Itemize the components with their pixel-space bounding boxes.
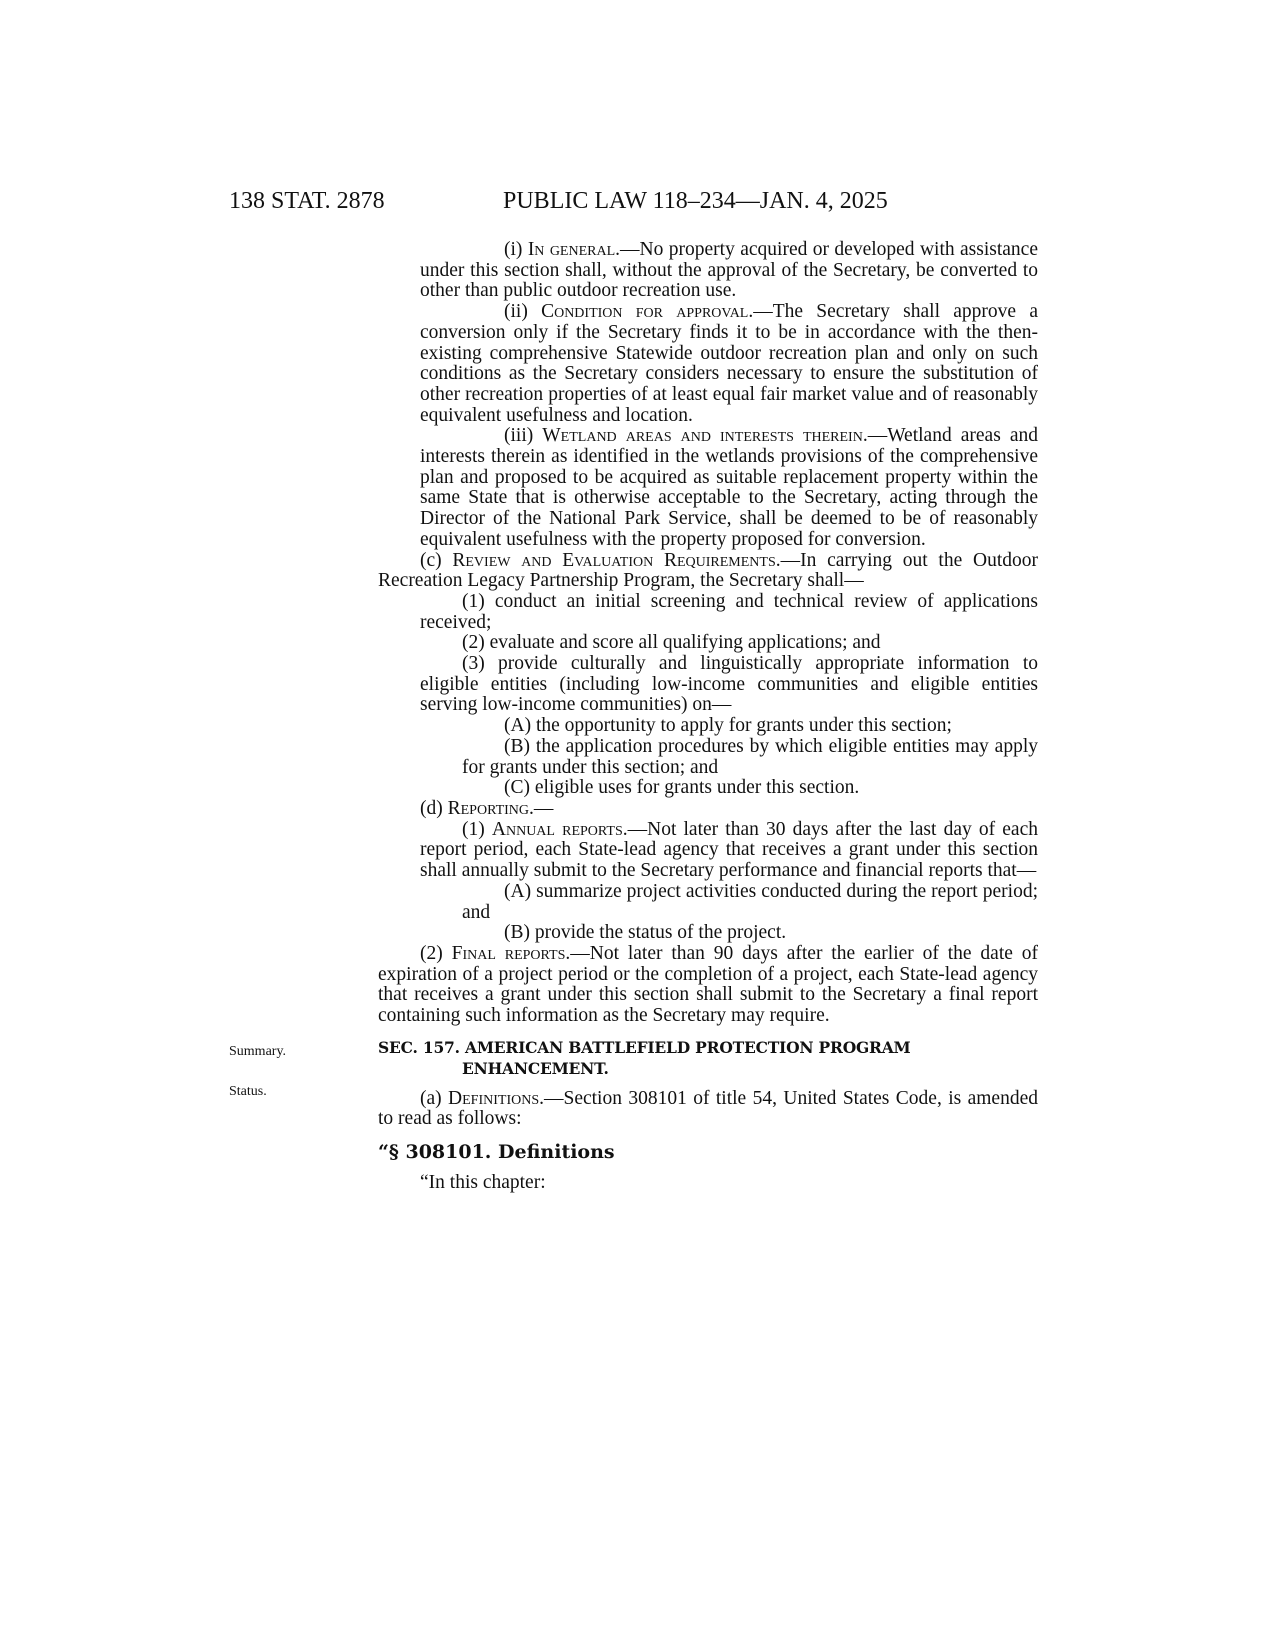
paragraph-ii-condition-for-approval: (ii) Condition for approval.—The Secretary shall approve a conversion only if the Secretary finds it to be in accordance with the then-existing comprehensive Statewide outdoor recreation plan and only on such conditions as the Secretary considers necessary to ensure the substitution of other recreation properties of at least equal fair market value and of reasonably equivalent usefulness and location. bbox=[420, 301, 1038, 426]
paragraph-c-3-a: (A) the opportunity to apply for grants under this section; bbox=[504, 715, 952, 737]
page-stat-citation: 138 STAT. 2878 bbox=[229, 188, 385, 214]
paragraph-d-reporting: (d) Reporting.— bbox=[420, 797, 554, 819]
paragraph-i-in-general: (i) In general.—No property acquired or developed with assistance under this section shall, without the approval of the Secretary, be converted to other than public outdoor recreation use. bbox=[420, 239, 1038, 302]
paragraph-d-1-a: (A) summarize project activities conducted during the report period; and bbox=[462, 880, 1038, 923]
margin-note-summary: Summary. bbox=[229, 1044, 287, 1059]
paragraph-d-2-final-reports: (2) Final reports.—Not later than 90 days after the earlier of the date of expiration of a project period or the completion of a project, each State-lead agency that receives a grant under this section shall submit to the Secretary a final report containing such information as the Secretary may require. bbox=[378, 942, 1038, 1027]
paragraph-c-3: (3) provide culturally and linguistically appropriate information to eligible entities (including low-income communities and eligible entities serving low-income communities) on— bbox=[420, 653, 1038, 716]
page-law-header: PUBLIC LAW 118–234—JAN. 4, 2025 bbox=[503, 188, 888, 214]
margin-note-status: Status. bbox=[229, 1084, 267, 1099]
paragraph-c-3-b: (B) the application procedures by which eligible entities may apply for grants under this section; and bbox=[462, 735, 1038, 778]
paragraph-c-3-c: (C) eligible uses for grants under this section. bbox=[504, 777, 860, 799]
paragraph-c-1: (1) conduct an initial screening and technical review of applications received; bbox=[420, 590, 1038, 633]
paragraph-c-review-requirements: (c) Review and Evaluation Requirements.—In carrying out the Outdoor Recreation Legacy Partnership Program, the Secretary shall— bbox=[378, 549, 1038, 592]
paragraph-d-1-b: (B) provide the status of the project. bbox=[504, 922, 787, 944]
paragraph-iii-wetland-areas: (iii) Wetland areas and interests therein.—Wetland areas and interests therein as identified in the wetlands provisions of the comprehensive plan and proposed to be acquired as suitable replacement property within the same State that is otherwise acceptable to the Secretary, acting through the Director of the National Park Service, shall be deemed to be of reasonably equivalent usefulness with the property proposed for conversion. bbox=[420, 425, 1038, 550]
paragraph-d-1-annual-reports: (1) Annual reports.—Not later than 30 days after the last day of each report period, each State-lead agency that receives a grant under this section shall annually submit to the Secretary performance and financial reports that— bbox=[420, 818, 1038, 882]
paragraph-in-this-chapter: “In this chapter: bbox=[420, 1171, 546, 1193]
document-body bbox=[378, 240, 1038, 1194]
section-157-heading: SEC. 157. AMERICAN BATTLEFIELD PROTECTION PROGRAM ENHANCEMENT. bbox=[378, 1037, 911, 1078]
section-308101-heading: “§ 308101. Definitions bbox=[378, 1141, 615, 1164]
paragraph-a-definitions: (a) Definitions.—Section 308101 of title 54, United States Code, is amended to read as follows: bbox=[378, 1087, 1038, 1130]
paragraph-c-2: (2) evaluate and score all qualifying applications; and bbox=[462, 632, 881, 654]
